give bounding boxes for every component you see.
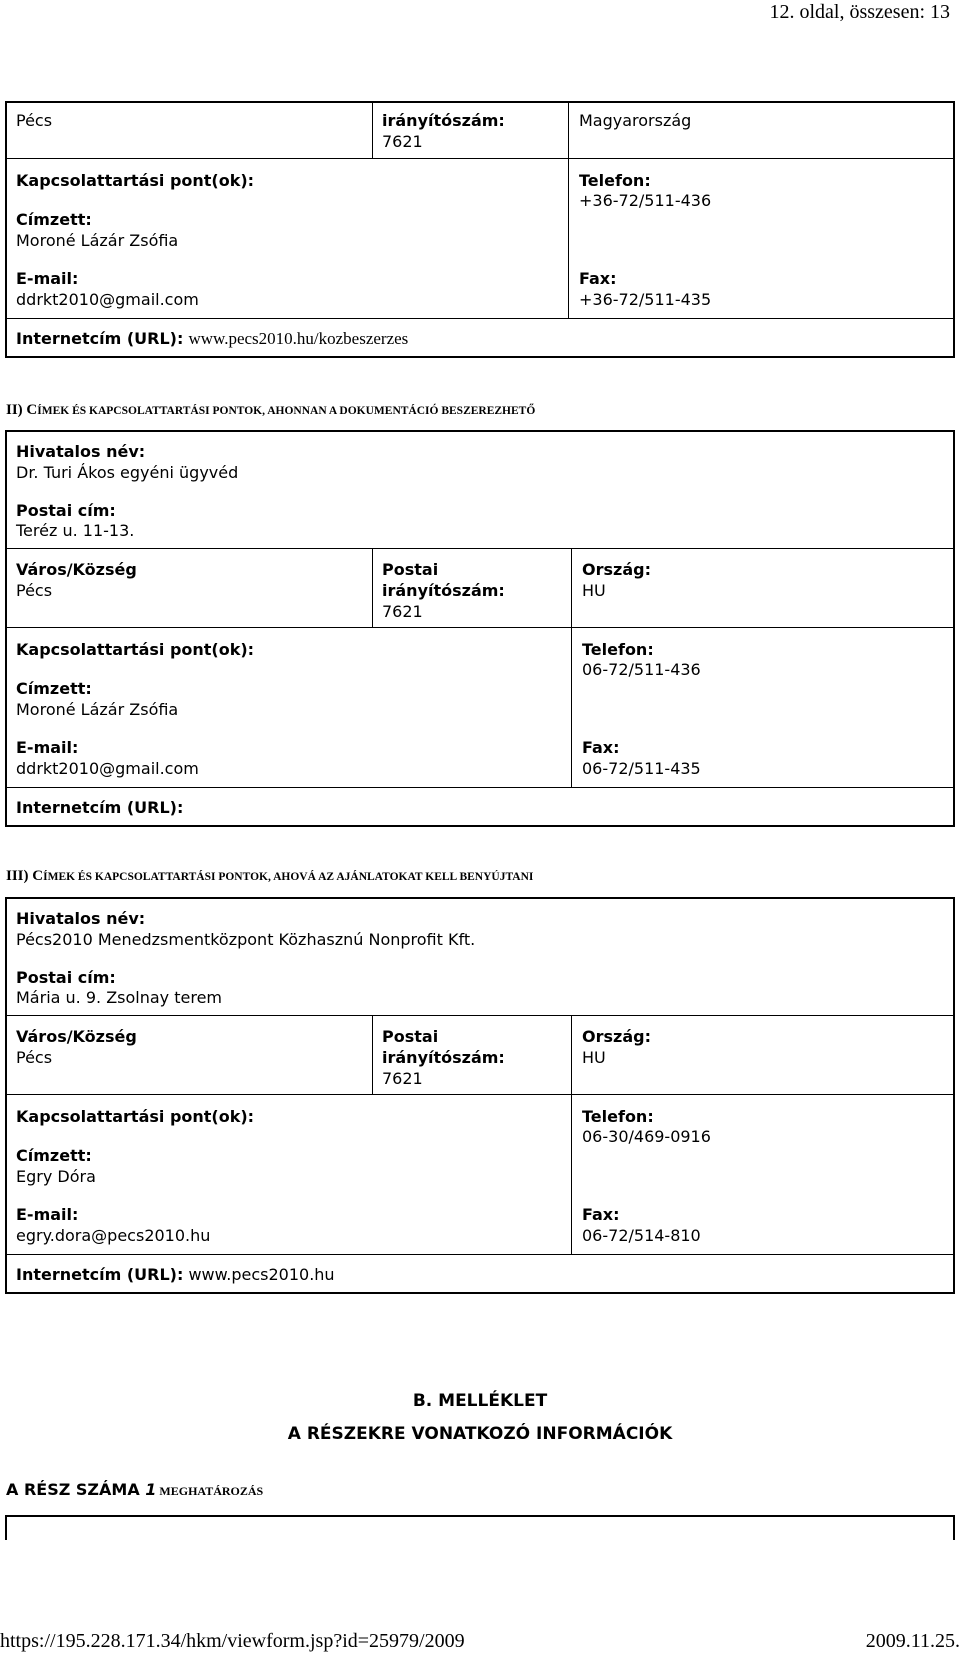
contact-points-label: Kapcsolattartási pont(ok): <box>16 1107 255 1126</box>
url-label: Internetcím (URL): <box>16 329 184 348</box>
city-value: Pécs <box>16 111 53 130</box>
zip-label-line2: irányítószám: <box>382 1048 505 1067</box>
email-value: ddrkt2010@gmail.com <box>16 290 199 309</box>
phone-label: Telefon: <box>582 640 654 659</box>
postal-address-label: Postai cím: <box>16 501 116 520</box>
country-value: HU <box>582 581 606 600</box>
zip-value: 7621 <box>382 602 423 621</box>
phone-label: Telefon: <box>582 1107 654 1126</box>
postal-address-label: Postai cím: <box>16 968 116 987</box>
recipient-label: Címzett: <box>16 210 92 229</box>
zip-label: Postai <box>382 1027 439 1046</box>
zip-value: 7621 <box>382 132 423 151</box>
contact-points-label: Kapcsolattartási pont(ok): <box>16 171 255 190</box>
url-label: Internetcím (URL): <box>16 1265 184 1284</box>
recipient-value: Egry Dóra <box>16 1167 96 1186</box>
city-label: Város/Község <box>16 560 137 579</box>
contact-points-label: Kapcsolattartási pont(ok): <box>16 640 255 659</box>
phone-label: Telefon: <box>579 171 651 190</box>
footer-url: https://195.228.171.34/hkm/viewform.jsp?id=25979/2009 <box>0 1630 465 1652</box>
url-row <box>16 328 408 349</box>
fax-value: +36-72/511-435 <box>579 290 712 309</box>
fax-label: Fax: <box>582 738 620 757</box>
country-label: Ország: <box>582 560 651 579</box>
fax-value: 06-72/514-810 <box>582 1226 701 1245</box>
zip-label: Postai <box>382 560 439 579</box>
official-name-value: Dr. Turi Ákos egyéni ügyvéd <box>16 463 239 482</box>
email-label: E-mail: <box>16 738 79 757</box>
official-name-label: Hivatalos név: <box>16 442 146 461</box>
recipient-label: Címzett: <box>16 1146 92 1165</box>
postal-address-value: Teréz u. 11-13. <box>16 521 135 540</box>
url-value[interactable]: www.pecs2010.hu/kozbeszerzes <box>188 329 409 348</box>
zip-value: 7621 <box>382 1069 423 1088</box>
official-name-value: Pécs2010 Menedzsmentközpont Közhasznú Nonprofit Kft. <box>16 930 476 949</box>
email-value: ddrkt2010@gmail.com <box>16 759 199 778</box>
page-number-header: 12. oldal, összesen: 13 <box>769 1 950 23</box>
official-name-label: Hivatalos név: <box>16 909 146 928</box>
city-value: Pécs <box>16 1048 53 1067</box>
url-row <box>16 1264 335 1285</box>
url-value[interactable]: www.pecs2010.hu <box>188 1265 335 1284</box>
part-number-heading: A RÉSZ SZÁMA 1 MEGHATÁROZÁS <box>6 1480 264 1499</box>
recipient-value: Moroné Lázár Zsófia <box>16 700 179 719</box>
country-label: Ország: <box>582 1027 651 1046</box>
zip-label-line2: irányítószám: <box>382 581 505 600</box>
zip-label: irányítószám: <box>382 111 505 130</box>
city-value: Pécs <box>16 581 53 600</box>
fax-value: 06-72/511-435 <box>582 759 701 778</box>
annex-title: B. MELLÉKLET <box>412 1391 548 1411</box>
footer-date: 2009.11.25. <box>865 1630 960 1652</box>
phone-value: 06-30/469-0916 <box>582 1127 711 1146</box>
postal-address-value: Mária u. 9. Zsolnay terem <box>16 988 222 1007</box>
city-label: Város/Község <box>16 1027 137 1046</box>
email-value: egry.dora@pecs2010.hu <box>16 1226 211 1245</box>
country-value: Magyarország <box>579 111 692 130</box>
fax-label: Fax: <box>579 269 617 288</box>
recipient-value: Moroné Lázár Zsófia <box>16 231 179 250</box>
section-3-title: III) CÍMEK ÉS KAPCSOLATTARTÁSI PONTOK, AHOVÁ AZ AJÁNLATOKAT KELL BENYÚJTANI <box>6 868 534 884</box>
fax-label: Fax: <box>582 1205 620 1224</box>
phone-value: 06-72/511-436 <box>582 660 701 679</box>
url-label: Internetcím (URL): <box>16 798 184 817</box>
section-2-title: II) CÍMEK ÉS KAPCSOLATTARTÁSI PONTOK, AHONNAN A DOKUMENTÁCIÓ BESZEREZHETŐ <box>6 402 536 418</box>
recipient-label: Címzett: <box>16 679 92 698</box>
email-label: E-mail: <box>16 1205 79 1224</box>
country-value: HU <box>582 1048 606 1067</box>
annex-subtitle: A RÉSZEKRE VONATKOZÓ INFORMÁCIÓK <box>287 1424 673 1444</box>
email-label: E-mail: <box>16 269 79 288</box>
phone-value: +36-72/511-436 <box>579 191 712 210</box>
